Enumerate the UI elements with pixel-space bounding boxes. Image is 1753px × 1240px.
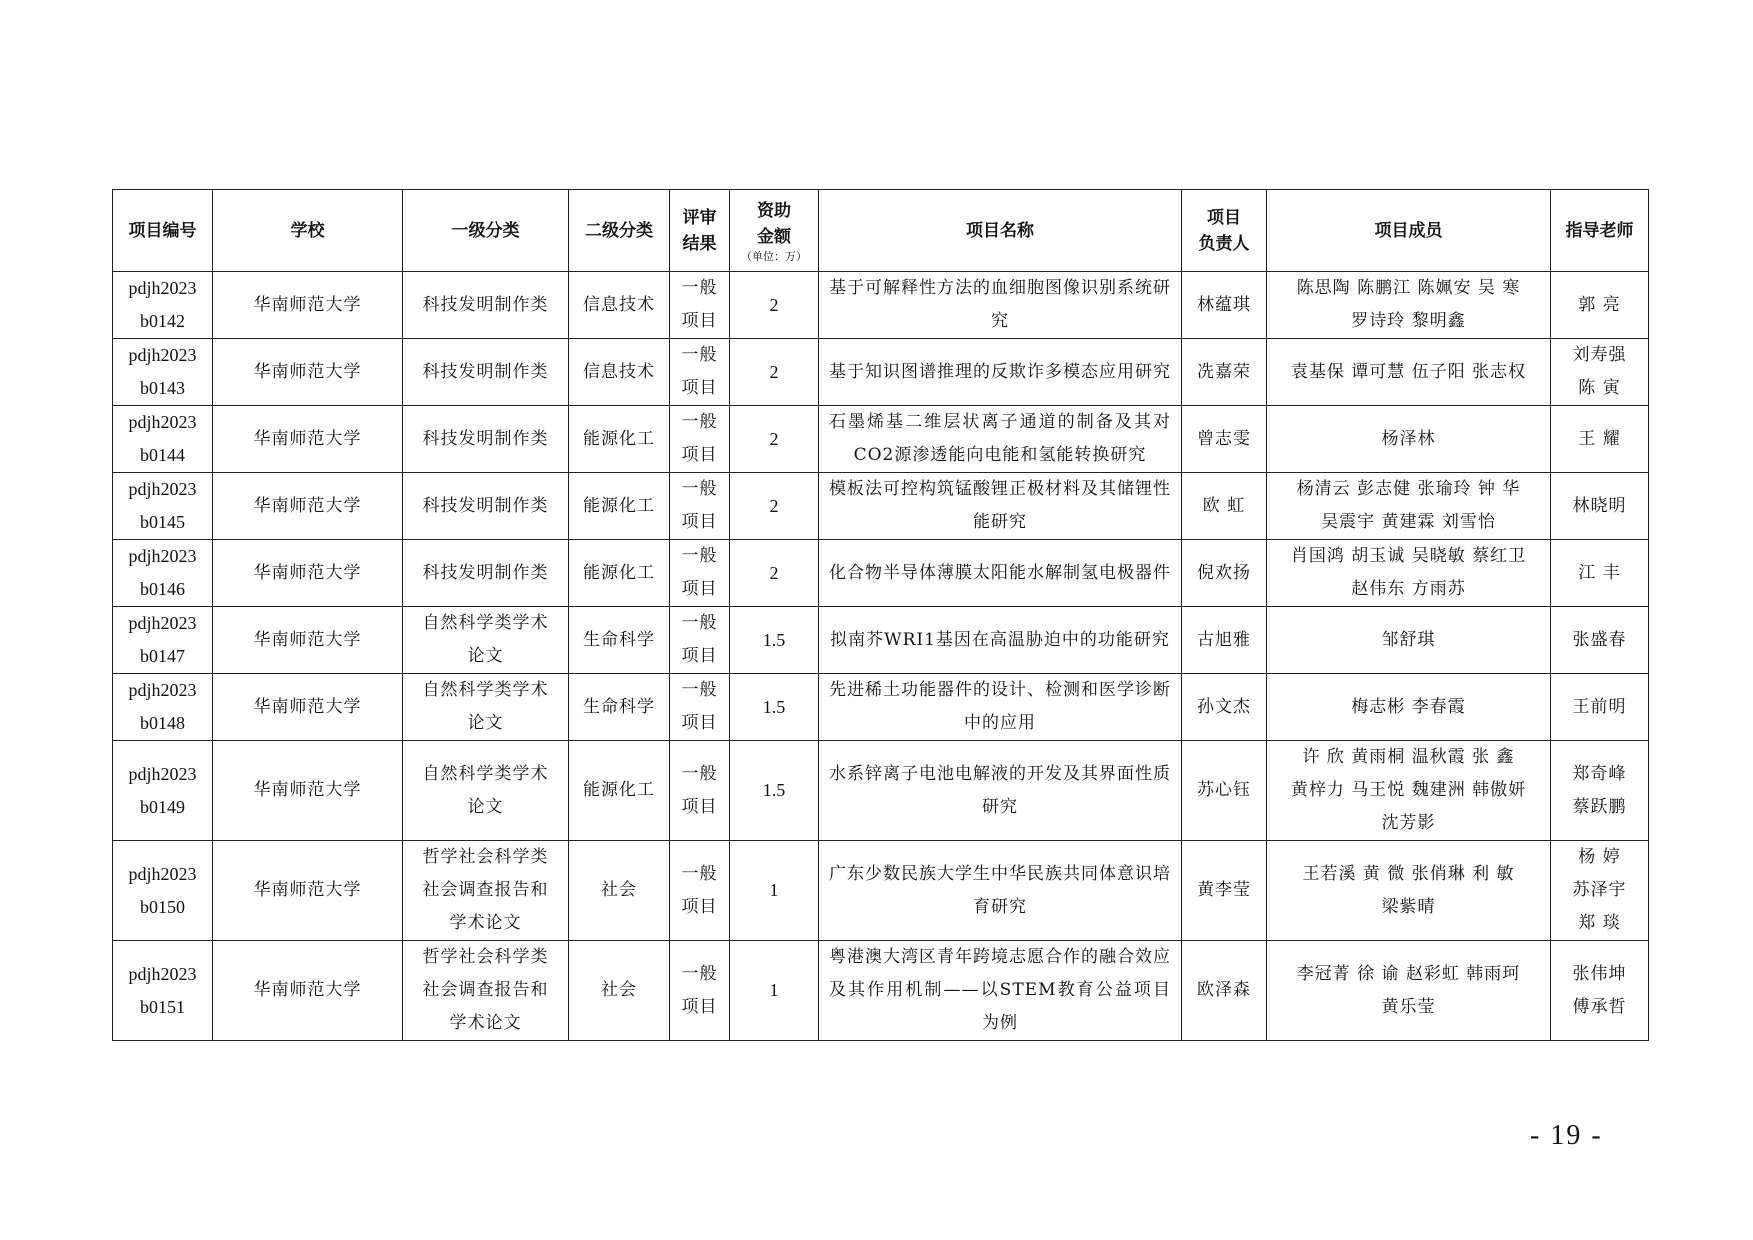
cell-members: 杨清云 彭志健 张瑜玲 钟 华 吴震宇 黄建霖 刘雪怡	[1267, 473, 1551, 540]
header-advisor: 指导老师	[1551, 190, 1649, 272]
table-row	[113, 473, 1649, 540]
header-cat1: 一级分类	[403, 190, 569, 272]
cell-name: 拟南芥WRI1基因在高温胁迫中的功能研究	[819, 607, 1182, 674]
cell-name: 石墨烯基二维层状离子通道的制备及其对CO2源渗透能向电能和氢能转换研究	[819, 406, 1182, 473]
cell-cat2: 信息技术	[569, 272, 670, 339]
header-name: 项目名称	[819, 190, 1182, 272]
cell-amount: 1.5	[730, 607, 819, 674]
cell-school: 华南师范大学	[213, 941, 403, 1041]
cell-leader: 孙文杰	[1182, 674, 1267, 741]
cell-code: pdjh2023 b0145	[113, 473, 213, 540]
cell-leader: 欧 虹	[1182, 473, 1267, 540]
cell-school: 华南师范大学	[213, 272, 403, 339]
cell-members: 梅志彬 李春霞	[1267, 674, 1551, 741]
cell-amount: 2	[730, 473, 819, 540]
cell-code: pdjh2023 b0142	[113, 272, 213, 339]
project-table	[112, 189, 1649, 1041]
cell-school: 华南师范大学	[213, 540, 403, 607]
cell-cat1: 哲学社会科学类 社会调查报告和 学术论文	[403, 841, 569, 941]
cell-result: 一般 项目	[670, 406, 730, 473]
cell-code: pdjh2023 b0149	[113, 741, 213, 841]
table-row	[113, 406, 1649, 473]
cell-school: 华南师范大学	[213, 473, 403, 540]
cell-amount: 2	[730, 406, 819, 473]
header-members: 项目成员	[1267, 190, 1551, 272]
cell-cat1: 自然科学类学术 论文	[403, 674, 569, 741]
table-row	[113, 607, 1649, 674]
cell-members: 王若溪 黄 微 张俏琳 利 敏 梁紫晴	[1267, 841, 1551, 941]
header-code: 项目编号	[113, 190, 213, 272]
cell-cat1: 科技发明制作类	[403, 272, 569, 339]
cell-cat1: 科技发明制作类	[403, 540, 569, 607]
cell-name: 基于可解释性方法的血细胞图像识别系统研究	[819, 272, 1182, 339]
page-number: - 19 -	[1530, 1120, 1603, 1151]
cell-advisor: 郭 亮	[1551, 272, 1649, 339]
cell-cat1: 自然科学类学术 论文	[403, 607, 569, 674]
cell-code: pdjh2023 b0143	[113, 339, 213, 406]
header-row	[113, 190, 1649, 272]
cell-name: 广东少数民族大学生中华民族共同体意识培育研究	[819, 841, 1182, 941]
cell-name: 化合物半导体薄膜太阳能水解制氢电极器件	[819, 540, 1182, 607]
cell-members: 袁基保 谭可慧 伍子阳 张志权	[1267, 339, 1551, 406]
cell-advisor: 林晓明	[1551, 473, 1649, 540]
cell-leader: 冼嘉荣	[1182, 339, 1267, 406]
cell-name: 模板法可控构筑锰酸锂正极材料及其储锂性能研究	[819, 473, 1182, 540]
cell-cat2: 生命科学	[569, 674, 670, 741]
cell-result: 一般 项目	[670, 272, 730, 339]
cell-result: 一般 项目	[670, 540, 730, 607]
cell-leader: 古旭雅	[1182, 607, 1267, 674]
cell-amount: 2	[730, 540, 819, 607]
cell-members: 肖国鸿 胡玉诚 吴晓敏 蔡红卫 赵伟东 方雨苏	[1267, 540, 1551, 607]
header-cat2: 二级分类	[569, 190, 670, 272]
cell-advisor: 王 耀	[1551, 406, 1649, 473]
cell-name: 粤港澳大湾区青年跨境志愿合作的融合效应及其作用机制——以STEM教育公益项目为例	[819, 941, 1182, 1041]
cell-result: 一般 项目	[670, 339, 730, 406]
table-row	[113, 272, 1649, 339]
cell-result: 一般 项目	[670, 473, 730, 540]
cell-school: 华南师范大学	[213, 607, 403, 674]
table-row	[113, 540, 1649, 607]
cell-cat1: 自然科学类学术 论文	[403, 741, 569, 841]
header-result: 评审 结果	[670, 190, 730, 272]
table-body	[113, 272, 1649, 1041]
cell-code: pdjh2023 b0148	[113, 674, 213, 741]
cell-cat2: 能源化工	[569, 741, 670, 841]
cell-result: 一般 项目	[670, 941, 730, 1041]
table-row	[113, 841, 1649, 941]
cell-code: pdjh2023 b0146	[113, 540, 213, 607]
cell-cat1: 科技发明制作类	[403, 406, 569, 473]
header-leader: 项目 负责人	[1182, 190, 1267, 272]
cell-members: 李冠菁 徐 谕 赵彩虹 韩雨珂 黄乐莹	[1267, 941, 1551, 1041]
cell-result: 一般 项目	[670, 674, 730, 741]
cell-school: 华南师范大学	[213, 406, 403, 473]
cell-name: 水系锌离子电池电解液的开发及其界面性质研究	[819, 741, 1182, 841]
cell-cat1: 科技发明制作类	[403, 339, 569, 406]
cell-advisor: 张伟坤 傅承哲	[1551, 941, 1649, 1041]
cell-members: 许 欣 黄雨桐 温秋霞 张 鑫 黄梓力 马王悦 魏建洲 韩傲妍 沈芳影	[1267, 741, 1551, 841]
cell-cat1: 哲学社会科学类 社会调查报告和 学术论文	[403, 941, 569, 1041]
cell-amount: 1	[730, 941, 819, 1041]
cell-amount: 1.5	[730, 741, 819, 841]
cell-code: pdjh2023 b0147	[113, 607, 213, 674]
cell-cat2: 信息技术	[569, 339, 670, 406]
cell-code: pdjh2023 b0150	[113, 841, 213, 941]
cell-amount: 1	[730, 841, 819, 941]
cell-school: 华南师范大学	[213, 339, 403, 406]
cell-members: 杨泽林	[1267, 406, 1551, 473]
table-row	[113, 339, 1649, 406]
cell-cat2: 能源化工	[569, 406, 670, 473]
cell-members: 陈思陶 陈鹏江 陈姵安 吴 寒 罗诗玲 黎明鑫	[1267, 272, 1551, 339]
cell-cat2: 生命科学	[569, 607, 670, 674]
cell-advisor: 郑奇峰 蔡跃鹏	[1551, 741, 1649, 841]
cell-cat2: 能源化工	[569, 473, 670, 540]
cell-advisor: 张盛春	[1551, 607, 1649, 674]
cell-school: 华南师范大学	[213, 841, 403, 941]
cell-cat1: 科技发明制作类	[403, 473, 569, 540]
cell-leader: 黄李莹	[1182, 841, 1267, 941]
cell-cat2: 社会	[569, 841, 670, 941]
cell-school: 华南师范大学	[213, 674, 403, 741]
table-row	[113, 941, 1649, 1041]
cell-leader: 欧泽森	[1182, 941, 1267, 1041]
cell-advisor: 刘寿强 陈 寅	[1551, 339, 1649, 406]
header-amount-label: 资助 金额	[757, 200, 791, 247]
table-row	[113, 741, 1649, 841]
cell-name: 先进稀土功能器件的设计、检测和医学诊断中的应用	[819, 674, 1182, 741]
cell-amount: 2	[730, 339, 819, 406]
cell-school: 华南师范大学	[213, 741, 403, 841]
header-school: 学校	[213, 190, 403, 272]
cell-advisor: 杨 婷 苏泽宇 郑 琰	[1551, 841, 1649, 941]
cell-result: 一般 项目	[670, 607, 730, 674]
cell-cat2: 社会	[569, 941, 670, 1041]
cell-amount: 1.5	[730, 674, 819, 741]
cell-code: pdjh2023 b0144	[113, 406, 213, 473]
cell-cat2: 能源化工	[569, 540, 670, 607]
cell-members: 邹舒琪	[1267, 607, 1551, 674]
cell-result: 一般 项目	[670, 741, 730, 841]
header-amount-unit: （单位：万）	[741, 249, 807, 263]
cell-leader: 苏心钰	[1182, 741, 1267, 841]
cell-leader: 林蕴琪	[1182, 272, 1267, 339]
cell-advisor: 江 丰	[1551, 540, 1649, 607]
cell-code: pdjh2023 b0151	[113, 941, 213, 1041]
cell-result: 一般 项目	[670, 841, 730, 941]
cell-name: 基于知识图谱推理的反欺诈多模态应用研究	[819, 339, 1182, 406]
table-row	[113, 674, 1649, 741]
cell-amount: 2	[730, 272, 819, 339]
cell-advisor: 王前明	[1551, 674, 1649, 741]
header-amount	[730, 190, 819, 272]
cell-leader: 倪欢扬	[1182, 540, 1267, 607]
cell-leader: 曾志雯	[1182, 406, 1267, 473]
